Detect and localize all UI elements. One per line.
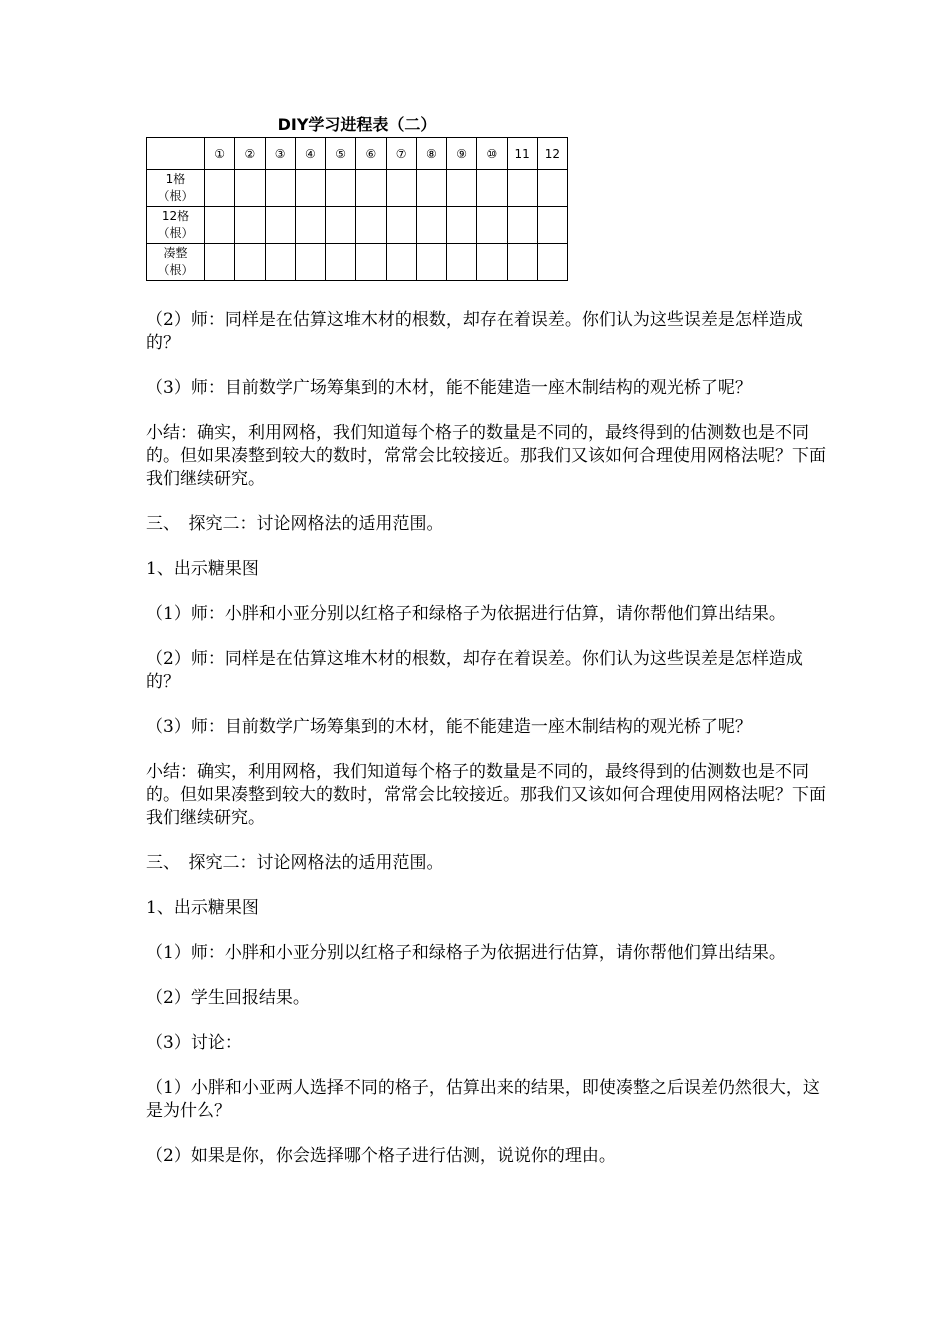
table-row (147, 244, 568, 281)
row-label: 凑整 （根） (147, 244, 205, 281)
column-header: ④ (295, 138, 325, 170)
table-row (147, 207, 568, 244)
column-header: ③ (265, 138, 295, 170)
paragraph: （2）学生回报结果。 (146, 988, 310, 1008)
column-header: ① (205, 138, 235, 170)
section-heading: 三、 探究二：讨论网格法的适用范围。 (146, 514, 444, 534)
column-header: 12 (537, 138, 567, 170)
paragraph: （2）师：同样是在估算这堆木材的根数，却存在着误差。你们认为这些误差是怎样造成的？ (146, 310, 803, 353)
document-body (146, 309, 826, 1190)
paragraph: 1、出示糖果图 (146, 898, 259, 918)
paragraph: 1、出示糖果图 (146, 559, 259, 579)
column-header: ⑧ (416, 138, 446, 170)
paragraph: （2）如果是你，你会选择哪个格子进行估测，说说你的理由。 (146, 1146, 616, 1166)
paragraph: （1）小胖和小亚两人选择不同的格子，估算出来的结果，即使凑整之后误差仍然很大，这是为什么？ (146, 1078, 820, 1121)
paragraph: （3）师：目前数学广场筹集到的木材，能不能建造一座木制结构的观光桥了呢？ (146, 717, 752, 737)
column-header: ⑩ (477, 138, 507, 170)
paragraph: 小结：确实，利用网格，我们知道每个格子的数量是不同的，最终得到的估测数也是不同的。但如果凑整到较大的数时，常常会比较接近。那我们又该如何合理使用网格法呢？下面我们继续研究。 (146, 423, 826, 489)
paragraph: （3）师：目前数学广场筹集到的木材，能不能建造一座木制结构的观光桥了呢？ (146, 378, 752, 398)
table-corner-cell (147, 138, 205, 170)
paragraph: （2）师：同样是在估算这堆木材的根数，却存在着误差。你们认为这些误差是怎样造成的？ (146, 649, 803, 692)
column-header: ⑨ (447, 138, 477, 170)
row-label: 12格 （根） (147, 207, 205, 244)
column-header: 11 (507, 138, 537, 170)
paragraph: （1）师：小胖和小亚分别以红格子和绿格子为依据进行估算，请你帮他们算出结果。 (146, 943, 786, 963)
section-heading: 三、 探究二：讨论网格法的适用范围。 (146, 853, 444, 873)
table-title: DIY学习进程表（二） (277, 115, 437, 134)
column-header: ⑥ (356, 138, 386, 170)
column-header: ② (235, 138, 265, 170)
paragraph: 小结：确实，利用网格，我们知道每个格子的数量是不同的，最终得到的估测数也是不同的。但如果凑整到较大的数时，常常会比较接近。那我们又该如何合理使用网格法呢？下面我们继续研究。 (146, 762, 826, 828)
column-header: ⑦ (386, 138, 416, 170)
paragraph: （1）师：小胖和小亚分别以红格子和绿格子为依据进行估算，请你帮他们算出结果。 (146, 604, 786, 624)
progress-table (146, 137, 568, 281)
table-row (147, 170, 568, 207)
row-label: 1格 （根） (147, 170, 205, 207)
table-header-row (147, 138, 568, 170)
paragraph: （3）讨论： (146, 1033, 242, 1053)
column-header: ⑤ (326, 138, 356, 170)
